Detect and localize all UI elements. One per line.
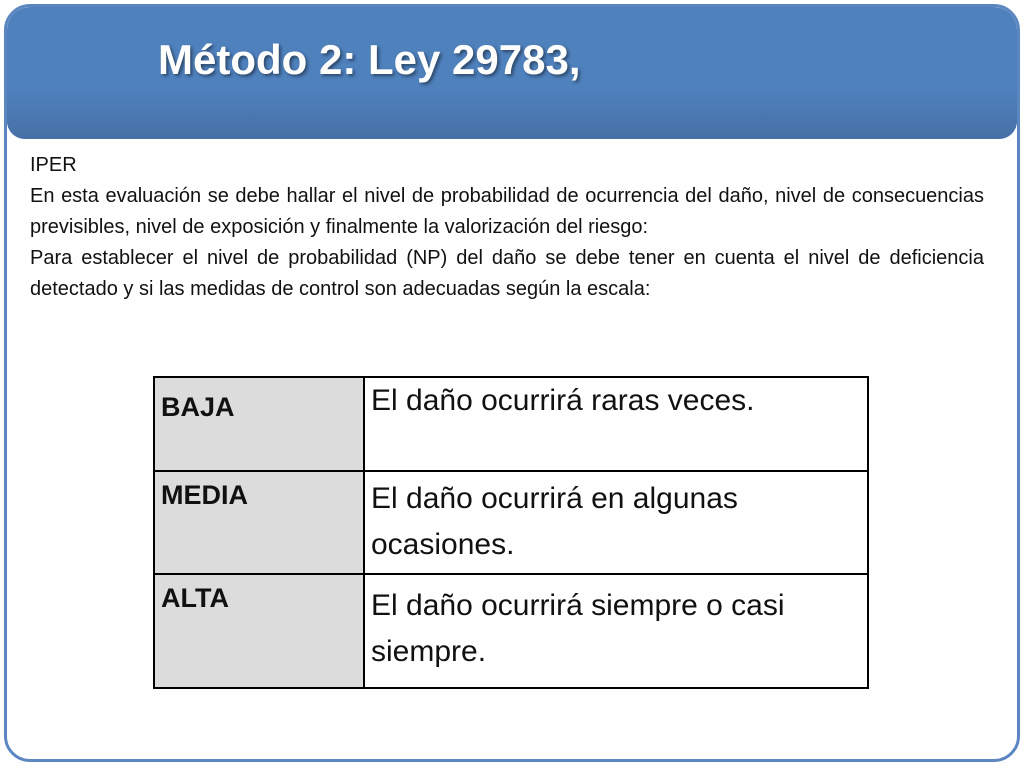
paragraph-heading: IPER bbox=[30, 154, 77, 176]
table-row bbox=[154, 377, 868, 471]
description-cell-media: El daño ocurrirá en algunas ocasiones. bbox=[364, 471, 868, 574]
paragraph-probability: Para establecer el nivel de probabilidad (NP) del daño se debe tener en cuenta el nivel de deficiencia detectado y si las medidas de control son adecuadas según la escala: bbox=[30, 247, 984, 300]
description-cell-baja: El daño ocurrirá raras veces. bbox=[364, 377, 868, 471]
level-cell-media: MEDIA bbox=[154, 471, 364, 574]
header-shade bbox=[7, 89, 1017, 139]
body-text bbox=[30, 150, 984, 305]
level-cell-alta: ALTA bbox=[154, 574, 364, 688]
level-cell-baja: BAJA bbox=[154, 377, 364, 471]
paragraph-evaluation: En esta evaluación se debe hallar el nivel de probabilidad de ocurrencia del daño, nivel de consecuencias previsibles, nivel de exposición y finalmente la valorización del riesgo: bbox=[30, 185, 984, 238]
table-row bbox=[154, 574, 868, 688]
description-cell-alta: El daño ocurrirá siempre o casi siempre. bbox=[364, 574, 868, 688]
probability-levels-table bbox=[153, 376, 869, 689]
slide-title: Método 2: Ley 29783, bbox=[158, 36, 581, 83]
table-row bbox=[154, 471, 868, 574]
